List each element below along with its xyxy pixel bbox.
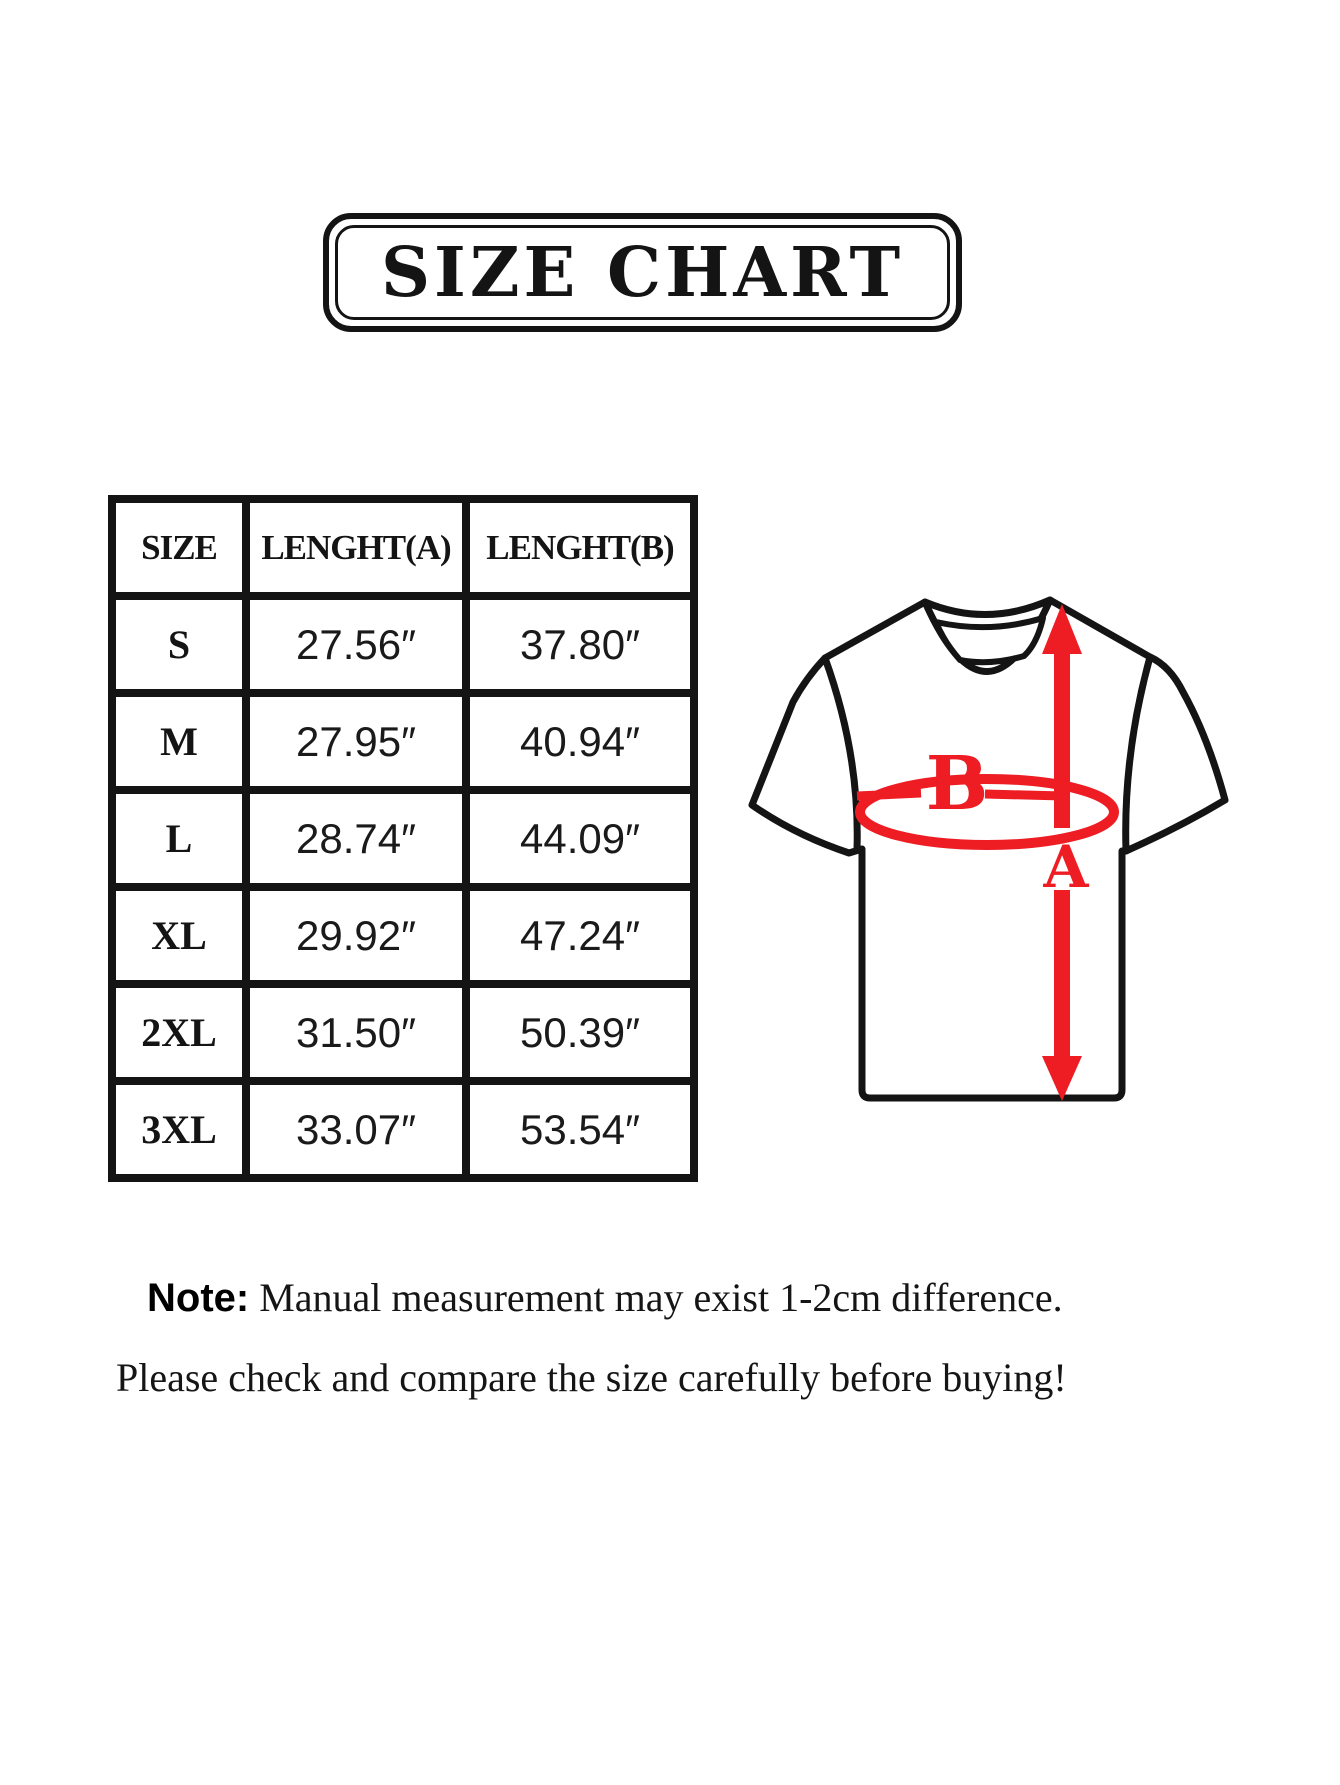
size-cell: XL <box>112 887 246 984</box>
length-b-cell: 50.39″ <box>466 984 694 1081</box>
table-row <box>112 790 694 887</box>
size-cell: S <box>112 596 246 693</box>
length-a-cell: 28.74″ <box>246 790 466 887</box>
length-a-cell: 33.07″ <box>246 1081 466 1178</box>
length-b-cell: 47.24″ <box>466 887 694 984</box>
tshirt-diagram <box>740 560 1240 1130</box>
label-a: A <box>1043 833 1089 901</box>
size-cell: 2XL <box>112 984 246 1081</box>
length-a-cell: 27.56″ <box>246 596 466 693</box>
length-b-cell: 53.54″ <box>466 1081 694 1178</box>
size-cell: M <box>112 693 246 790</box>
table-row <box>112 887 694 984</box>
length-a-cell: 31.50″ <box>246 984 466 1081</box>
table-row <box>112 984 694 1081</box>
table-row <box>112 693 694 790</box>
note-line-1-text: Manual measurement may exist 1-2cm difference. <box>259 1275 1063 1320</box>
note-line-2: Please check and compare the size carefully before buying! <box>116 1355 1067 1400</box>
title-inner-border <box>335 225 950 320</box>
size-cell: L <box>112 790 246 887</box>
size-cell: 3XL <box>112 1081 246 1178</box>
chest-leader-line-right <box>985 794 1063 796</box>
length-arrow-shaft-top <box>1054 650 1070 828</box>
length-b-cell: 40.94″ <box>466 693 694 790</box>
table-row <box>112 596 694 693</box>
page-title: SIZE CHART <box>380 232 905 313</box>
col-header-size: SIZE <box>112 499 246 596</box>
table-row <box>112 1081 694 1178</box>
col-header-length-b: LENGHT(B) <box>466 499 694 596</box>
chest-leader-line-left <box>857 793 921 796</box>
length-b-cell: 44.09″ <box>466 790 694 887</box>
length-b-cell: 37.80″ <box>466 596 694 693</box>
label-b: B <box>925 741 989 827</box>
length-arrow-shaft-bottom <box>1054 890 1070 1062</box>
col-header-length-a: LENGHT(A) <box>246 499 466 596</box>
note-label: Note: <box>147 1276 250 1320</box>
table-header-row <box>112 499 694 596</box>
title-box <box>323 213 962 332</box>
length-a-cell: 27.95″ <box>246 693 466 790</box>
note-line-1 <box>147 1274 1063 1321</box>
size-table <box>108 495 698 1182</box>
length-a-cell: 29.92″ <box>246 887 466 984</box>
